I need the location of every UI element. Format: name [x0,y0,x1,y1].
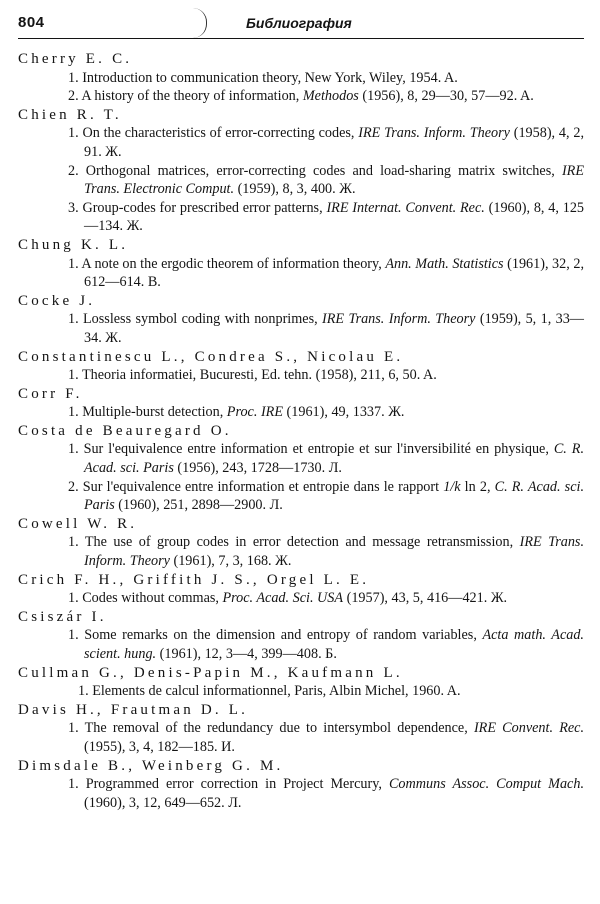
header-rule [18,38,584,39]
entry-number: 1. [68,404,83,421]
bibliography-entry [18,775,584,812]
entry-number: 1. [68,125,83,142]
entry-text: Theoria informatiei, Bucuresti, Ed. tehn. (1958), 211, 6, 50. A. [81,367,437,384]
entry-text: A history of the theory of information, [81,88,303,105]
entry-number: 1. [78,683,93,700]
entry-number: 1. [68,311,84,328]
entry-number: 1. [68,627,85,644]
entry-text: (1957), 43, 5, 416—421. Ж. [343,590,508,607]
entry-text: ln 2, [460,478,495,495]
journal-title: C. R. Acad. sci. Paris [84,478,584,514]
author-heading: Csiszár I. [18,608,107,625]
author-heading: Chien R. T. [18,106,122,123]
journal-title: Proc. Acad. Sci. USA [222,590,344,607]
entry-text: The removal of the redundancy due to intersymbol dependence, [84,720,474,737]
entry-text: (1961), 32, 2, 612—614. B. [84,255,584,291]
entry-text: On the characteristics of error-correcting codes, [82,125,359,142]
entry-text: (1958), 4, 2, 91. Ж. [84,125,584,160]
entry-number: 1. [68,441,84,458]
journal-title: IRE Convent. Rec. [473,720,585,737]
author-heading: Davis H., Frautman D. L. [18,701,249,718]
entry-text: Elements de calcul informationnel, Paris, Albin Michel, 1960. A. [92,683,461,700]
entry-text: (1956), 243, 1728—1730. Л. [173,460,342,477]
running-title: Библиография [246,15,352,31]
entry-number: 1. [68,255,82,272]
entry-number: 2. [68,88,82,105]
entry-text: (1960), 251, 2898—2900. Л. [114,497,283,514]
entry-text: Programmed error correction in Project Mercury, [85,776,389,793]
journal-title: IRE Trans. Inform. Theory [84,534,584,570]
entry-number: 2. [68,162,86,179]
author-heading: Constantinescu L., Condrea S., Nicolau E. [18,348,404,365]
author-heading: Cowell W. R. [18,515,138,532]
page-header [18,14,584,38]
entry-number: 3. [68,199,83,216]
bibliography-entry [18,682,584,701]
entry-text: Group-codes for prescribed error patterns, [82,199,327,216]
bibliography-entry [18,366,584,385]
author-heading: Cherry E. C. [18,51,133,67]
entry-text: A note on the ergodic theorem of information theory, [81,255,386,272]
bibliography-entry [18,533,584,570]
bibliography-entry [18,199,584,236]
entry-number: 1. [68,720,85,737]
bibliography-entry [18,440,584,477]
entry-text: The use of group codes in error detection and message retransmission, [84,534,520,551]
journal-title: Methodos [302,88,359,105]
bibliography-entry [18,69,584,88]
entry-number: 1. [68,534,85,551]
journal-title: Proc. IRE [226,404,283,421]
bibliography-entry [18,310,584,347]
entry-text: (1961), 7, 3, 168. Ж. [169,553,292,570]
entry-text: (1961), 12, 3—4, 399—408. Б. [156,646,337,662]
entry-text: Lossless symbol coding with nonprimes, [83,311,323,328]
journal-title: IRE Trans. Inform. Theory [322,311,476,328]
entry-number: 2. [68,478,83,495]
author-heading: Cocke J. [18,292,96,309]
bibliography-entry [18,403,584,422]
entry-text: (1955), 3, 4, 182—185. И. [84,738,235,755]
entry-number: 1. [68,69,83,86]
journal-title: IRE Trans. Inform. Theory [358,125,510,142]
bibliography-list [18,50,584,812]
bibliography-entry [18,589,584,608]
bibliography-entry [18,255,584,292]
journal-title: Acta math. Acad. scient. hung. [84,627,584,662]
author-heading: Chung K. L. [18,236,129,253]
entry-text: (1956), 8, 29—30, 57—92. A. [358,88,534,105]
entry-number: 1. [68,776,86,793]
journal-title: 1/k [443,478,461,495]
journal-title: Ann. Math. Statistics [385,255,504,272]
page-number: 804 [18,14,45,31]
entry-text: (1961), 49, 1337. Ж. [283,404,405,421]
entry-text: Multiple-burst detection, [82,404,227,421]
author-heading: Dimsdale B., Weinberg G. M. [18,757,284,774]
author-heading: Corr F. [18,385,83,402]
entry-text: Introduction to communication theory, New York, Wiley, 1954. A. [82,69,458,86]
bibliography-entry [18,124,584,161]
entry-text: (1960), 8, 4, 125—134. Ж. [84,199,585,235]
entry-text: Sur l'equivalence entre information et entropie et sur l'inversibilité en physique, [83,441,554,458]
entry-text: Sur l'equivalence entre information et entropie dans le rapport [82,478,444,495]
bibliography-entry [18,162,584,199]
entry-number: 1. [68,367,82,384]
author-heading: Cullman G., Denis-Papin M., Kaufmann L. [18,664,403,681]
journal-title: IRE Trans. Electronic Comput. [84,162,584,198]
journal-title: IRE Internat. Convent. Rec. [326,199,485,216]
entry-text: (1959), 5, 1, 33—34. Ж. [84,311,584,346]
bibliography-entry [18,719,584,756]
author-heading: Crich F. H., Griffith J. S., Orgel L. E. [18,571,370,588]
entry-text: Some remarks on the dimension and entropy of random variables, [84,627,483,644]
bibliography-entry [18,87,584,106]
entry-text: Orthogonal matrices, error-correcting codes and load-sharing matrix switches, [85,162,562,179]
journal-title: Communs Assoc. Comput Mach. [388,776,584,793]
entry-text: (1960), 3, 12, 649—652. Л. [84,794,242,811]
bibliography-entry [18,478,584,515]
journal-title: C. R. Acad. sci. Paris [84,441,584,477]
entry-number: 1. [68,590,83,607]
entry-text: Codes without commas, [82,590,223,607]
author-heading: Costa de Beauregard O. [18,422,232,439]
entry-text: (1959), 8, 3, 400. Ж. [234,181,356,198]
bibliography-entry [18,626,584,663]
